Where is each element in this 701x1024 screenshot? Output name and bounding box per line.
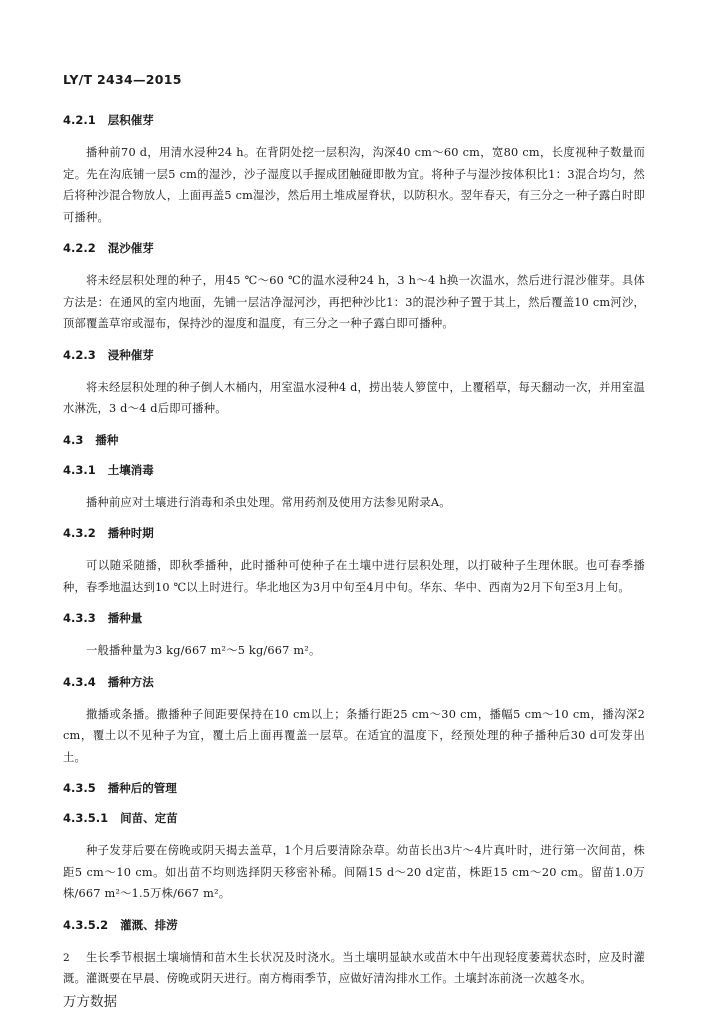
- section-number: 4.3.3: [63, 611, 96, 625]
- section-number: 4.2.3: [63, 347, 96, 362]
- watermark: 万方数据: [63, 994, 117, 1010]
- section-number: 4.2.1: [63, 113, 96, 127]
- paragraph: 将未经层积处理的种子，用45 ℃～60 ℃的温水浸种24 h，3 h～4 h换一次温水，然后进行混沙催芽。具体方法是：在通风的室内地面，先铺一层洁净湿河沙，再把种沙比1：3的混沙种子置于其上，然后覆盖10 cm河沙，顶部覆盖草帘或湿布，保持沙的湿度和温度，有三分之一种子露白即可播种。: [63, 274, 645, 330]
- section-heading: [63, 810, 645, 826]
- section-heading: [63, 674, 645, 690]
- paragraph: 可以随采随播，即秋季播种，此时播种可使种子在土壤中进行层积处理，以打破种子生理休眠。也可春季播种，春季地温达到10 ℃以上时进行。华北地区为3月中旬至4月中旬。华东、华中、西南为2月下旬至3月上旬。: [63, 559, 645, 594]
- section-4-2-3: [63, 347, 645, 420]
- section-4-2-1: [63, 112, 645, 228]
- section-title: 播种时期: [107, 526, 154, 540]
- section-title: 播种后的管理: [107, 781, 177, 795]
- section-title: 播种: [95, 432, 119, 447]
- section-4-3-2: [63, 525, 645, 598]
- section-4-3: [63, 432, 645, 448]
- paragraph: 撒播或条播。撒播种子间距要保持在10 cm以上；条播行距25 cm～30 cm，播幅5 cm～10 cm，播沟深2 cm，覆土以不见种子为宜，覆土后上面再覆盖一层草。在适宜的温度下，经预处理的种子播种后30 d可发芽出土。: [63, 707, 645, 764]
- section-heading: [63, 240, 645, 256]
- standard-code: LY/T 2434—2015: [63, 72, 182, 87]
- section-heading: [63, 610, 645, 626]
- page-number: 2: [63, 952, 70, 964]
- section-title: 间苗、定苗: [120, 811, 178, 825]
- section-number: 4.3.4: [63, 674, 96, 689]
- section-heading: [63, 462, 645, 478]
- section-4-3-5: [63, 780, 645, 796]
- section-4-3-5-1: [63, 810, 645, 905]
- section-heading: [63, 525, 645, 541]
- paragraph: 播种前70 d，用清水浸种24 h。在背阴处挖一层积沟，沟深40 cm～60 cm，宽80 cm，长度视种子数量而定。先在沟底铺一层5 cm的湿沙，沙子湿度以手握成团触碰即散为宜。将种子与湿沙按体积比1：3混合均匀，然后将种沙混合物放人，上面再盖5 cm湿沙，然后用土堆成屋脊状，以防积水。翌年春天，有三分之一种子露白时即可播种。: [63, 146, 645, 224]
- section-4-3-5-2: [63, 917, 645, 990]
- section-heading: [63, 347, 645, 363]
- section-number: 4.3.5.2: [63, 917, 109, 932]
- section-title: 播种方法: [107, 674, 154, 689]
- paragraph: 生长季节根据土壤墒情和苗木生长状况及时浇水。当土壤明显缺水或苗木中午出现轻度萎蔫状态时，应及时灌溉。灌溉要在早晨、傍晚或阴天进行。南方梅雨季节，应做好清沟排水工作。土壤封冻前浇一次越冬水。: [63, 950, 645, 985]
- section-number: 4.3.5: [63, 781, 96, 795]
- section-4-3-3: [63, 610, 645, 662]
- section-title: 土壤消毒: [107, 462, 154, 477]
- section-heading: [63, 432, 645, 448]
- document-body: [63, 112, 645, 1002]
- section-number: 4.3.2: [63, 526, 96, 540]
- paragraph: 将未经层积处理的种子倒人木桶内，用室温水浸种4 d，捞出装人箩筐中，上覆稻草，每天翻动一次，并用室温水淋洗，3 d～4 d后即可播种。: [63, 380, 645, 415]
- section-title: 层积催芽: [107, 113, 154, 127]
- paragraph: 种子发芽后要在傍晚或阴天揭去盖草，1个月后要清除杂草。幼苗长出3片～4片真叶时，进行第一次间苗，株距5 cm～10 cm。如出苗不均则选择阴天移密补稀。间隔15 d～20 d定苗，株距15 cm～20 cm。留苗1.0万株/667 m²～1.5万株/667 m²。: [63, 844, 645, 900]
- section-4-2-2: [63, 240, 645, 335]
- section-heading: [63, 780, 645, 796]
- section-title: 播种量: [107, 611, 143, 625]
- section-4-3-4: [63, 674, 645, 769]
- section-number: 4.3: [63, 432, 84, 447]
- section-title: 灌溉、排涝: [120, 917, 178, 932]
- section-heading: [63, 112, 645, 128]
- section-4-3-1: [63, 462, 645, 514]
- section-title: 浸种催芽: [107, 347, 154, 362]
- section-number: 4.3.1: [63, 462, 96, 477]
- section-title: 混沙催芽: [107, 241, 154, 255]
- section-number: 4.2.2: [63, 241, 96, 255]
- paragraph: 一般播种量为3 kg/667 m²～5 kg/667 m²。: [86, 644, 321, 657]
- section-heading: [63, 917, 645, 933]
- paragraph: 播种前应对土壤进行消毒和杀虫处理。常用药剂及使用方法参见附录A。: [86, 495, 451, 509]
- section-number: 4.3.5.1: [63, 811, 109, 825]
